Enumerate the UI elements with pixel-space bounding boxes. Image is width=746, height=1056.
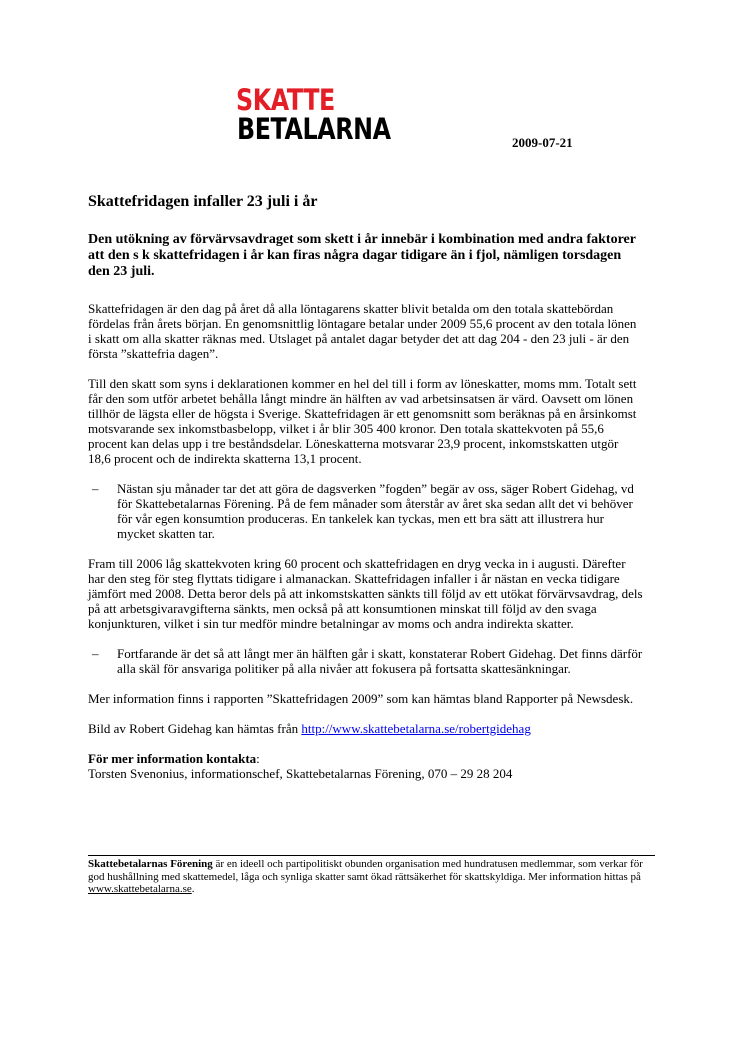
footer-website-link[interactable]: www.skattebetalarna.se — [88, 883, 192, 895]
contact-block — [88, 751, 643, 781]
contact-heading: För mer information kontakta — [88, 751, 257, 766]
body-paragraph-3: Fram till 2006 låg skattekvoten kring 60 procent och skattefridagen en dryg vecka in i augusti. Därefter har den steg för steg flyttats tidigare i almanackan. Skattefridagen infaller i år nästan en vecka tidigare jämfört med 2008. Detta beror dels på att inkomstskatten sänkts till följd av ett utökat förvärvsavdrag, dels på att arbetsgivaravgifterna sänkts, men också på att konsumtionen minskat till följd av den svaga konjunkturen, vilket i sin tur medför mindre betalningar av moms och andra indirekta skatter. — [88, 556, 643, 631]
image-download-text: Bild av Robert Gidehag kan hämtas från — [88, 721, 302, 736]
footer-end: . — [191, 883, 195, 895]
gidehag-image-link[interactable]: http://www.skattebetalarna.se/robertgidehag — [301, 721, 531, 736]
lead-paragraph: Den utökning av förvärvsavdraget som skett i år innebär i kombination med andra faktorer att den s k skattefridagen i år kan firas några dagar tidigare än i fjol, nämligen torsdagen den 23 juli. — [88, 232, 636, 279]
more-info-paragraph: Mer information finns i rapporten ”Skattefridagen 2009” som kan hämtas bland Rapporter på Newsdesk. — [88, 691, 634, 706]
footer-text: är en ideell och partipolitiskt obunden organisation med hundratusen medlemmar, som verkar för god hushållning med skattemedel, låga och synliga skatter samt ökad rättsäkerhet för skattskyldiga. Mer information hittas på — [88, 858, 643, 883]
quote-text: Nästan sju månader tar det att göra de dagsverken ”fogden” begär av oss, säger Robert Gidehag, vd för Skattebetalarnas Förening. På de fem månader som återstår av året ska sedan allt det vi behöver för vår egen konsumtion produceras. En tankelek kan tyckas, men ett bra sätt att illustrera hur mycket skatten tar. — [117, 481, 634, 541]
quote-dash: – — [92, 481, 99, 496]
skattebetalarna-logo — [236, 83, 396, 146]
contact-line: Torsten Svenonius, informationschef, Skattebetalarnas Förening, 070 – 29 28 204 — [88, 766, 513, 781]
footer-org-description — [88, 855, 655, 896]
quote-dash: – — [92, 646, 99, 661]
logo-line-skatte: SKATTE — [236, 83, 335, 117]
logo-line-betalarna: BETALARNA — [237, 112, 391, 146]
press-release-date: 2009-07-21 — [512, 135, 573, 150]
quote-gidehag-1 — [88, 481, 643, 541]
quote-text: Fortfarande är det så att långt mer än hälften går i skatt, konstaterar Robert Gidehag. Det finns därför alla skäl för ansvariga politiker på alla nivåer att fokusera på fortsatta skattesänkningar. — [117, 646, 643, 676]
image-download-line — [88, 721, 643, 736]
body-paragraph-1: Skattefridagen är den dag på året då alla löntagarens skatter blivit betalda om den totala skattebördan fördelas från årets början. En genomsnittlig löntagare betalar under 2009 55,6 procent av den totala lönen i skatt om alla skatter räknas med. Utslaget på antalet dagar betyder det att dag 204 - den 23 juli - är den första ”skattefria dagen”. — [88, 301, 637, 361]
quote-gidehag-2 — [88, 646, 643, 676]
press-release-body — [88, 193, 643, 781]
footer-org-name: Skattebetalarnas Förening — [88, 858, 213, 870]
body-paragraph-2: Till den skatt som syns i deklarationen kommer en hel del till i form av löneskatter, moms mm. Totalt sett får den som utför arbetet behålla långt mindre än hälften av vad arbetsinsatsen är värd. Oavsett om lönen tillhör de lägsta eller de högsta i Sverige. Skattefridagen är ett genomsnitt som beräknas på en årsinkomst motsvarande sex inkomstbasbelopp, vilket i år blir 305 400 kronor. Den totala skattekvoten på 55,6 procent kan delas upp i tre beståndsdelar. Löneskatterna motsvarar 23,9 procent, inkomstskatten utgör 18,6 procent och de indirekta skatterna 13,1 procent. — [88, 376, 637, 466]
headline: Skattefridagen infaller 23 juli i år — [88, 193, 318, 210]
contact-colon: : — [256, 751, 260, 766]
